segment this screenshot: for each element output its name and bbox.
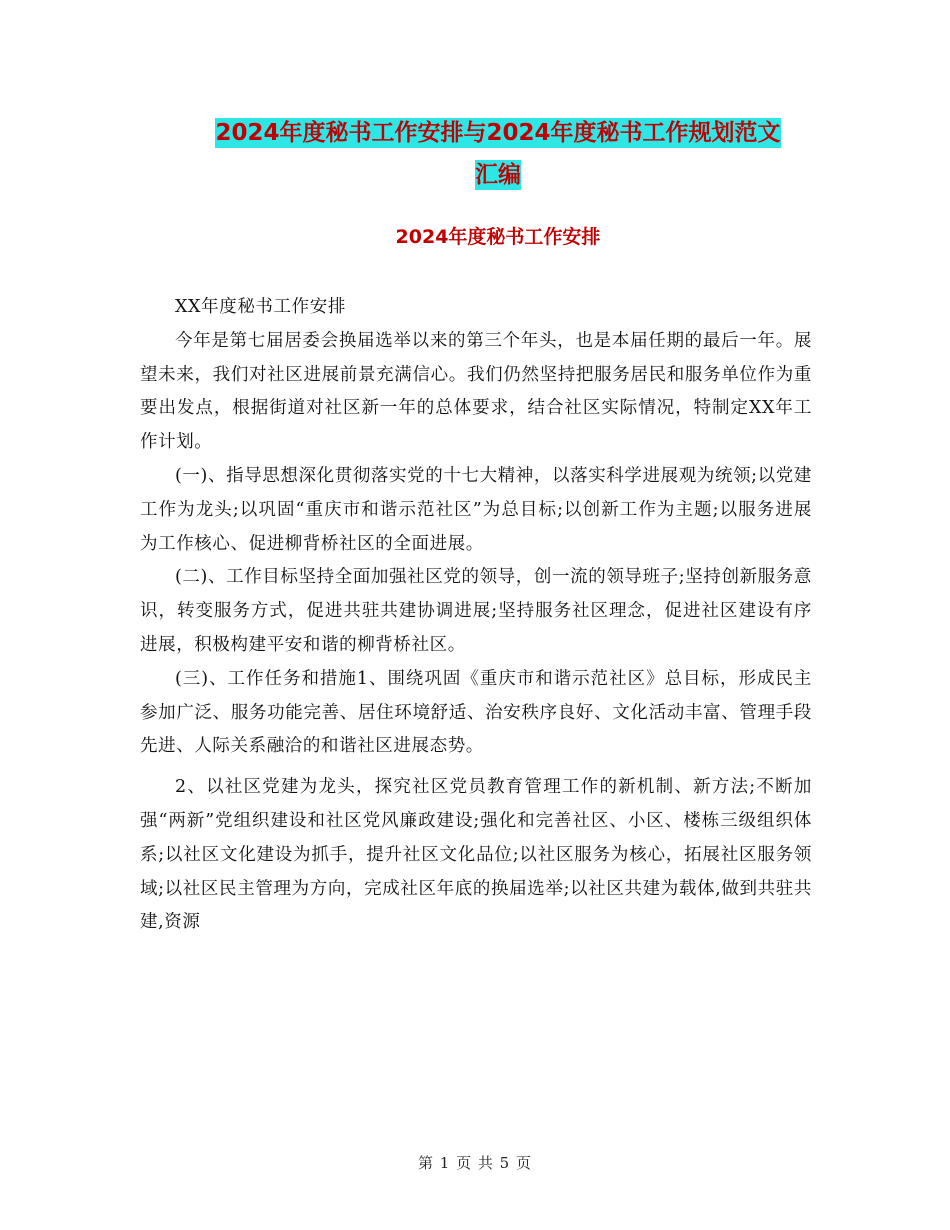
document-title-line1: 2024年度秘书工作安排与2024年度秘书工作规划范文 bbox=[215, 120, 781, 146]
document-title bbox=[140, 112, 856, 196]
document-title-line2: 汇编 bbox=[475, 162, 521, 188]
document-body bbox=[140, 291, 812, 940]
paragraph-party-building: 2、以社区党建为龙头，探究社区党员教育管理工作的新机制、新方法;不断加强“两新”党组织建设和社区党风廉政建设;强化和完善社区、小区、楼栋三级组织体系;以社区文化建设为抓手，提升社区文化品位;以社区服务为核心，拓展社区服务领域;以社区民主管理为方向，完成社区年底的换届选举;以社区共建为载体,做到共驻共建,资源 bbox=[140, 777, 812, 933]
paragraph-work-goals: (二)、工作目标坚持全面加强社区党的领导，创一流的领导班子;坚持创新服务意识，转变服务方式，促进共驻共建协调进展;坚持服务社区理念，促进社区建设有序进展，积极构建平安和谐的柳背桥社区。 bbox=[140, 567, 812, 655]
paragraph-guiding-ideology: (一)、指导思想深化贯彻落实党的十七大精神，以落实科学进展观为统领;以党建工作为龙头;以巩固“重庆市和谐示范社区”为总目标;以创新工作为主题;以服务进展为工作核心、促进柳背桥社区的全面进展。 bbox=[140, 465, 812, 554]
paragraph-intro: 今年是第七届居委会换届选举以来的第三个年头，也是本届任期的最后一年。展望未来，我们对社区进展前景充满信心。我们仍然坚持把服务居民和服务单位作为重要出发点，根据街道对社区新一年的总体要求，结合社区实际情况，特制定XX年工作计划。 bbox=[140, 330, 812, 453]
paragraph-tasks-measures: (三)、工作任务和措施1、围绕巩固《重庆市和谐示范社区》总目标，形成民主参加广泛、服务功能完善、居住环境舒适、治安秩序良好、文化活动丰富、管理手段先进、人际关系融洽的和谐社区进展态势。 bbox=[140, 668, 812, 757]
page-footer: 第 1 页 共 5 页 bbox=[418, 1154, 532, 1172]
paragraph-subtitle: XX年度秘书工作安排 bbox=[175, 297, 346, 317]
section-title: 2024年度秘书工作安排 bbox=[395, 226, 601, 248]
